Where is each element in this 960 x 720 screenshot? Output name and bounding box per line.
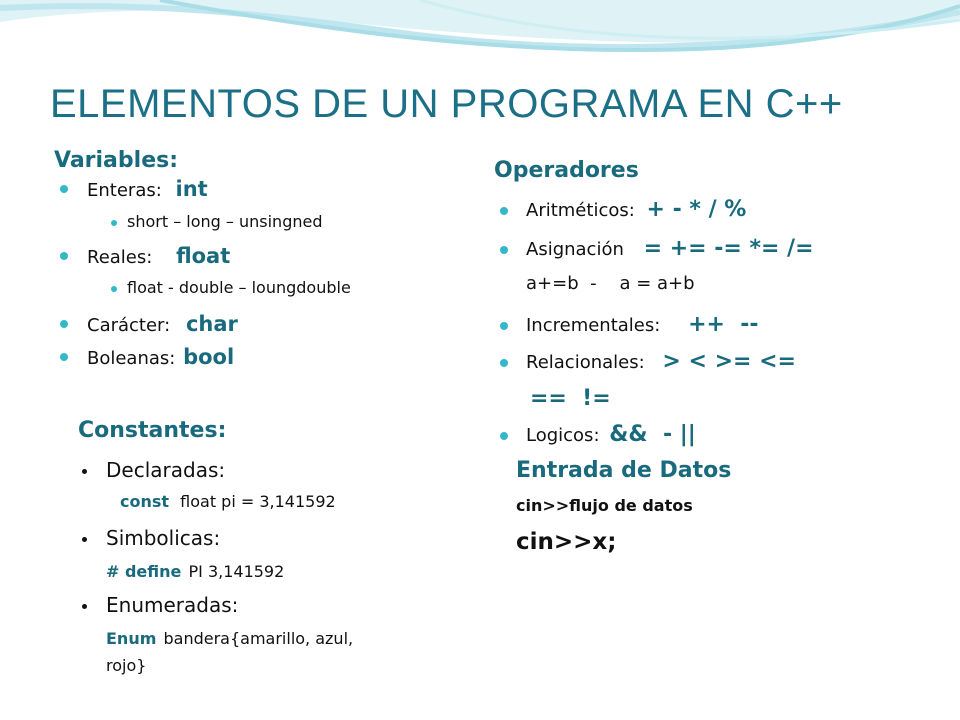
- entrada-heading: Entrada de Datos: [516, 458, 732, 483]
- boleanas-label: Boleanas:: [87, 348, 176, 369]
- incrementales-item: [526, 312, 759, 337]
- page-title: ELEMENTOS DE UN PROGRAMA EN C++: [50, 82, 843, 126]
- enteras-subtypes: short – long – unsingned: [127, 212, 323, 231]
- logicos-item: [526, 422, 696, 447]
- bullet-icon: [60, 252, 68, 260]
- reales-keyword: float: [176, 244, 231, 268]
- reales-label: Reales:: [87, 247, 153, 268]
- enumeradas-code-line1: [106, 629, 353, 648]
- reales-item: [87, 244, 230, 268]
- incrementales-ops: ++ --: [688, 312, 759, 337]
- operadores-heading: Operadores: [494, 158, 639, 183]
- bullet-icon: [111, 220, 117, 226]
- variables-heading: Variables:: [54, 148, 179, 173]
- asignacion-item: [526, 236, 814, 261]
- simbolicas-code: [106, 562, 284, 581]
- entrada-line-2: cin>>x;: [516, 529, 617, 555]
- constantes-heading: Constantes:: [78, 418, 227, 443]
- declaradas-label: Declaradas:: [106, 458, 226, 482]
- bullet-icon: [60, 320, 68, 328]
- declaradas-code: [120, 492, 336, 511]
- declaradas-keyword: const: [120, 492, 170, 511]
- bullet-icon: [500, 207, 508, 215]
- entrada-line-1: cin>>flujo de datos: [516, 496, 693, 515]
- enumeradas-keyword: Enum: [106, 629, 157, 648]
- relacionales-ops-2: == !=: [530, 386, 611, 411]
- bullet-icon: [500, 322, 508, 330]
- incrementales-label: Incrementales:: [526, 315, 661, 336]
- caracter-item: [87, 312, 238, 336]
- enumeradas-label: Enumeradas:: [106, 593, 239, 617]
- reales-subtypes: float - double – loungdouble: [127, 278, 351, 297]
- logicos-ops: && - ||: [609, 422, 696, 447]
- bullet-icon: [60, 185, 68, 193]
- simbolicas-keyword: # define: [106, 562, 182, 581]
- relacionales-ops: > < >= <=: [662, 349, 796, 374]
- boleanas-keyword: bool: [183, 345, 235, 369]
- logicos-label: Logicos:: [526, 425, 600, 446]
- caracter-label: Carácter:: [87, 315, 171, 336]
- aritmeticos-item: [526, 197, 746, 222]
- aritmeticos-ops: + - * / %: [646, 197, 747, 222]
- aritmeticos-label: Aritméticos:: [526, 200, 635, 221]
- bullet-icon: [82, 537, 87, 542]
- bullet-icon: [500, 432, 508, 440]
- bullet-icon: [60, 353, 68, 361]
- simbolicas-label: Simbolicas:: [106, 526, 221, 550]
- enteras-keyword: int: [175, 177, 208, 201]
- relacionales-item: [526, 349, 796, 374]
- asignacion-ops: = += -= *= /=: [643, 236, 814, 261]
- enumeradas-rest: bandera{amarillo, azul,: [163, 629, 354, 648]
- declaradas-rest: float pi = 3,141592: [180, 492, 336, 511]
- relacionales-label: Relacionales:: [526, 352, 645, 373]
- enteras-item: [87, 177, 208, 201]
- asignacion-example: a+=b - a = a+b: [526, 273, 695, 294]
- enteras-label: Enteras:: [87, 180, 162, 201]
- bullet-icon: [82, 604, 87, 609]
- bullet-icon: [500, 246, 508, 254]
- bullet-icon: [500, 359, 508, 367]
- bullet-icon: [82, 469, 87, 474]
- bullet-icon: [111, 286, 117, 292]
- asignacion-label: Asignación: [526, 239, 624, 260]
- boleanas-item: [87, 345, 234, 369]
- caracter-keyword: char: [185, 312, 238, 336]
- enumeradas-code-line2: rojo}: [106, 656, 147, 675]
- header-wave-decoration: [0, 0, 960, 80]
- simbolicas-rest: PI 3,141592: [188, 562, 285, 581]
